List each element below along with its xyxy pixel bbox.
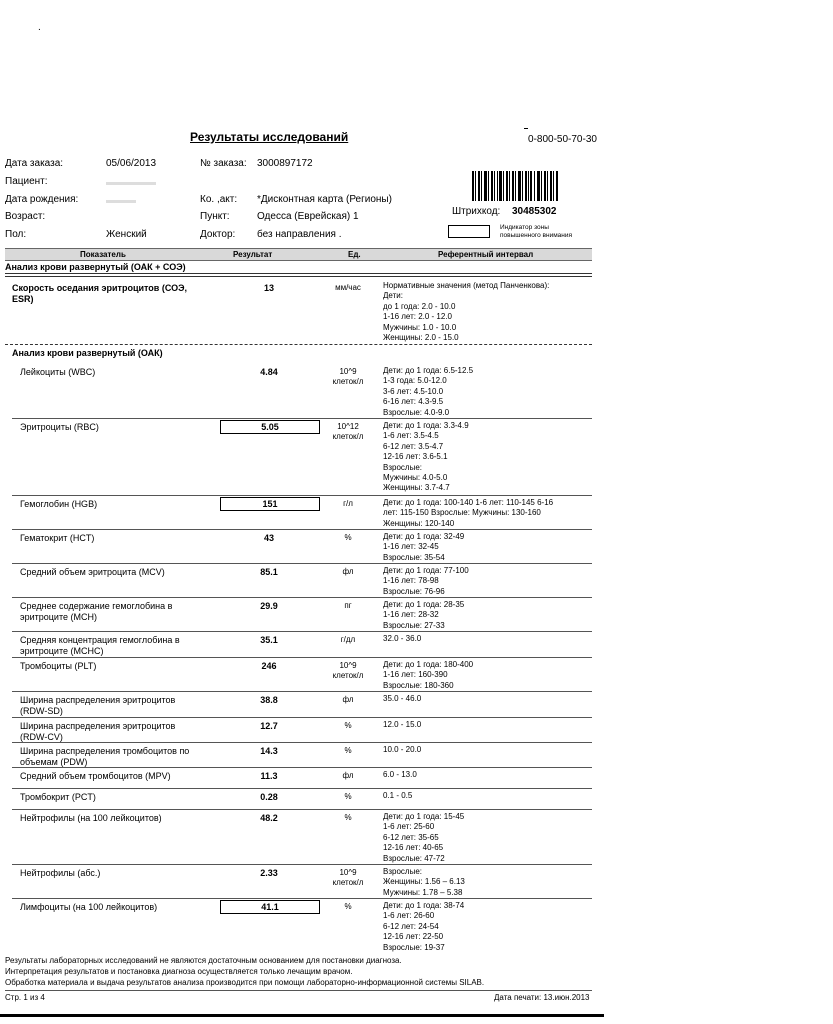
row-reference-line: 12.0 - 15.0 (383, 720, 422, 729)
row-name-line: Средняя концентрация гемоглобина в (20, 635, 180, 645)
order-date: 05/06/2013 (106, 158, 157, 169)
esr-unit: мм/час (335, 283, 361, 292)
row-reference-line: Дети: до 1 года: 32-49 (383, 532, 465, 541)
row-reference (383, 634, 593, 644)
row-unit-line: % (344, 721, 352, 730)
row-reference-line: Взрослые: (383, 867, 422, 876)
row-reference-line: Дети: до 1 года: 3.3-4.9 (383, 421, 469, 430)
row-name-line: Ширина распределения эритроцитов (20, 721, 176, 731)
row-result: 0.28 (260, 792, 278, 802)
row-name-line: Нейтрофилы (на 100 лейкоцитов) (20, 813, 162, 823)
row-name (20, 868, 220, 879)
row-name (20, 499, 220, 510)
patient-label: Пациент: (5, 176, 48, 187)
row-unit (322, 533, 374, 543)
row-name (20, 813, 220, 824)
row-result: 12.7 (260, 721, 278, 731)
row-unit-line: клеток/л (332, 432, 364, 441)
esr-reference-line: до 1 года: 2.0 - 10.0 (383, 301, 456, 311)
footer-note-1: Результаты лабораторных исследований не являются достаточным основанием для постановки диагноза. (5, 956, 402, 965)
phone-mark (524, 128, 528, 129)
patient-redacted (106, 182, 156, 185)
row-reference-line: 6-12 лет: 35-65 (383, 832, 439, 842)
dob-redacted (106, 200, 136, 203)
row-name-line: Тромбоциты (PLT) (20, 661, 97, 671)
row-reference-line: Мужчины: 1.78 – 5.38 (383, 887, 463, 897)
row-unit (322, 813, 374, 823)
row-divider (12, 631, 592, 632)
row-result: 29.9 (260, 601, 278, 611)
row-name-line: Лейкоциты (WBC) (20, 367, 96, 377)
row-reference (383, 421, 593, 494)
table-header (5, 248, 592, 261)
barcode-value: 30485302 (512, 206, 557, 217)
esr-reference-line: Мужчины: 1.0 - 10.0 (383, 322, 457, 332)
row-divider (12, 529, 592, 530)
row-unit-line: 10^12 (337, 422, 359, 431)
section-main-divider (5, 273, 592, 277)
col-indicator: Показатель (80, 250, 126, 259)
row-result: 85.1 (260, 567, 278, 577)
indicator-legend: Индикатор зоны повышенного внимания (500, 224, 573, 239)
row-reference (383, 791, 593, 801)
row-reference (383, 770, 593, 780)
row-divider (12, 742, 592, 743)
row-reference-line: Дети: до 1 года: 15-45 (383, 812, 465, 821)
row-reference-line: Дети: до 1 года: 180-400 (383, 660, 474, 669)
row-unit-line: клеток/л (332, 878, 364, 887)
row-unit-line: г/дл (340, 635, 356, 644)
row-unit (322, 422, 374, 442)
barcode-image (472, 171, 558, 201)
row-result: 5.05 (220, 420, 320, 434)
row-result: 151 (220, 497, 320, 511)
row-name (20, 567, 220, 578)
row-reference-line: Женщины: 1.56 – 6.13 (383, 877, 465, 887)
row-reference-line: Дети: до 1 года: 38-74 (383, 901, 465, 910)
row-reference-line: лет: 115-150 Взрослые: Мужчины: 130-160 (383, 508, 541, 518)
row-reference-line: Дети: до 1 года: 28-35 (383, 600, 465, 609)
esr-reference-line: Женщины: 2.0 - 15.0 (383, 333, 459, 343)
row-unit-line: фл (342, 695, 354, 704)
row-reference (383, 498, 593, 529)
row-result: 48.2 (260, 813, 278, 823)
row-name-line: (RDW-SD) (20, 706, 63, 716)
row-reference (383, 745, 593, 755)
row-name (20, 771, 220, 782)
order-no-label: № заказа: (200, 158, 247, 169)
row-unit-line: % (344, 813, 352, 822)
row-reference (383, 812, 593, 864)
row-reference-line: Взрослые: 180-360 (383, 680, 454, 690)
row-name (20, 721, 220, 743)
row-name (20, 601, 220, 623)
row-reference-line: Взрослые: 35-54 (383, 552, 445, 562)
row-name-line: объемам (PDW) (20, 757, 88, 767)
row-name (20, 902, 220, 913)
esr-reference-line: Дети: (383, 291, 403, 301)
row-reference-line: 6-12 лет: 3.5-4.7 (383, 441, 444, 451)
row-result: 246 (261, 661, 277, 671)
row-divider (12, 717, 592, 718)
row-reference (383, 720, 593, 730)
row-unit (322, 868, 374, 888)
row-name (20, 746, 220, 768)
esr-reference (383, 281, 593, 343)
row-reference-line: Дети: до 1 года: 77-100 (383, 566, 469, 575)
row-unit-line: % (344, 902, 352, 911)
row-reference-line: 1-3 года: 5.0-12.0 (383, 376, 447, 386)
row-divider (12, 767, 592, 768)
row-name-line: (RDW-CV) (20, 732, 63, 742)
section-oak: Анализ крови развернутый (ОАК) (12, 348, 163, 358)
row-name (20, 367, 220, 378)
row-reference (383, 532, 593, 563)
row-unit (322, 635, 374, 645)
row-reference-line: Дети: до 1 года: 100-140 1-6 лет: 110-145 6-16 (383, 498, 554, 507)
row-reference (383, 600, 593, 631)
row-divider (12, 788, 592, 789)
row-name-line: Гемоглобин (HGB) (20, 499, 98, 509)
row-unit-line: 10^9 (339, 868, 357, 877)
print-date: Дата печати: 13.июн.2013 (494, 993, 590, 1002)
row-reference-line: 3-6 лет: 4.5-10.0 (383, 386, 444, 396)
row-reference-line: Женщины: 120-140 (383, 518, 455, 528)
footer-divider (5, 990, 592, 991)
row-unit (322, 902, 374, 912)
row-name-line: эритроците (MCHC) (20, 646, 104, 656)
esr-name-line2: ESR) (12, 294, 34, 304)
page-bottom-border (0, 1014, 604, 1017)
doctor-value: без направления . (257, 229, 342, 240)
row-unit (322, 746, 374, 756)
row-unit-line: фл (342, 771, 354, 780)
stray-dot: . (38, 22, 41, 33)
row-reference (383, 566, 593, 597)
row-reference-line: 32.0 - 36.0 (383, 634, 422, 643)
esr-name-line1: Скорость оседания эритроцитов (СОЭ, (12, 283, 187, 293)
row-result: 35.1 (260, 635, 278, 645)
contract-value: *Дисконтная карта (Регионы) (257, 194, 392, 205)
row-unit-line: пг (344, 601, 352, 610)
row-reference-line: 35.0 - 46.0 (383, 694, 422, 703)
row-divider (12, 898, 592, 899)
row-name (20, 695, 220, 717)
row-unit-line: 10^9 (339, 661, 357, 670)
barcode-label: Штрихкод: (452, 206, 501, 217)
row-reference-line: 1-16 лет: 32-45 (383, 542, 439, 552)
row-divider (12, 563, 592, 564)
row-reference-line: 1-16 лет: 28-32 (383, 610, 439, 620)
row-divider (12, 597, 592, 598)
row-name (20, 422, 220, 433)
row-unit (322, 721, 374, 731)
sex-label: Пол: (5, 229, 27, 240)
point-label: Пункт: (200, 211, 230, 222)
row-reference-line: Взрослые: 47-72 (383, 853, 445, 863)
row-reference (383, 867, 593, 898)
row-name (20, 533, 220, 544)
contract-label: Ко. ,акт: (200, 194, 238, 205)
page-number: Стр. 1 из 4 (5, 993, 45, 1002)
row-name-line: Средний объем эритроцита (MCV) (20, 567, 165, 577)
row-name-line: Лимфоциты (на 100 лейкоцитов) (20, 902, 158, 912)
row-reference-line: 6-12 лет: 24-54 (383, 921, 439, 931)
row-reference-line: 0.1 - 0.5 (383, 791, 413, 800)
row-unit (322, 601, 374, 611)
col-reference: Референтный интервал (438, 250, 534, 259)
row-reference-line: 1-6 лет: 3.5-4.5 (383, 431, 439, 441)
row-unit-line: клеток/л (332, 671, 364, 680)
esr-reference-line: 1-16 лет: 2.0 - 12.0 (383, 312, 452, 322)
row-name (20, 792, 220, 803)
row-name-line: Эритроциты (RBC) (20, 422, 99, 432)
row-unit-line: 10^9 (339, 367, 357, 376)
row-unit-line: фл (342, 567, 354, 576)
phone-number: 0-800-50-70-30 (528, 134, 597, 145)
row-reference (383, 660, 593, 691)
age-label: Возраст: (5, 211, 46, 222)
row-divider (12, 657, 592, 658)
order-no: 3000897172 (257, 158, 313, 169)
row-reference-line: Мужчины: 4.0-5.0 (383, 473, 448, 483)
page-title: Результаты исследований (190, 130, 349, 144)
row-reference-line: 1-6 лет: 25-60 (383, 822, 435, 832)
footer-note-2: Интерпретация результатов и постановка диагноза осуществляется только лечащим врачом. (5, 967, 353, 976)
row-divider (12, 495, 592, 496)
row-result: 41.1 (220, 900, 320, 914)
row-reference-line: 1-16 лет: 160-390 (383, 670, 448, 680)
row-reference-line: Женщины: 3.7-4.7 (383, 483, 450, 493)
row-unit-line: % (344, 792, 352, 801)
row-unit (322, 771, 374, 781)
row-result: 4.84 (260, 367, 278, 377)
row-name (20, 661, 220, 672)
row-result: 2.33 (260, 868, 278, 878)
row-name-line: эритроците (MCH) (20, 612, 97, 622)
row-name-line: Нейтрофилы (абс.) (20, 868, 101, 878)
row-result: 43 (263, 533, 274, 543)
esr-divider (5, 344, 592, 345)
row-name-line: Тромбокрит (PCT) (20, 792, 96, 802)
row-unit-line: % (344, 533, 352, 542)
row-name-line: Ширина распределения эритроцитов (20, 695, 176, 705)
row-unit (322, 695, 374, 705)
row-reference-line: 12-16 лет: 3.6-5.1 (383, 452, 448, 462)
row-name-line: Гематокрит (HCT) (20, 533, 95, 543)
row-name-line: Ширина распределения тромбоцитов по (20, 746, 190, 756)
col-unit: Ед. (348, 250, 361, 259)
row-reference-line: 6.0 - 13.0 (383, 770, 417, 779)
doctor-label: Доктор: (200, 229, 236, 240)
row-divider (12, 864, 592, 865)
row-reference (383, 694, 593, 704)
row-name (20, 635, 220, 657)
dob-label: Дата рождения: (5, 194, 79, 205)
indicator-box (448, 225, 490, 238)
row-reference-line: 12-16 лет: 40-65 (383, 843, 444, 853)
row-unit-line: клеток/л (332, 377, 364, 386)
row-reference-line: Дети: до 1 года: 6.5-12.5 (383, 366, 474, 375)
row-reference (383, 366, 593, 418)
row-reference-line: Взрослые: 4.0-9.0 (383, 407, 450, 417)
row-reference-line: 6-16 лет: 4.3-9.5 (383, 397, 444, 407)
row-unit (322, 792, 374, 802)
row-reference-line: Взрослые: 27-33 (383, 620, 445, 630)
row-reference (383, 901, 593, 953)
row-result: 11.3 (260, 771, 278, 781)
row-unit (322, 499, 374, 509)
row-reference-line: Взрослые: 19-37 (383, 942, 445, 952)
row-reference-line: 12-16 лет: 22-50 (383, 932, 444, 942)
row-result: 14.3 (260, 746, 278, 756)
point-value: Одесса (Еврейская) 1 (257, 211, 359, 222)
row-reference-line: 1-16 лет: 78-98 (383, 576, 439, 586)
row-reference-line: Взрослые: (383, 462, 422, 472)
row-divider (12, 691, 592, 692)
row-name-line: Средний объем тромбоцитов (MPV) (20, 771, 171, 781)
footer-note-3: Обработка материала и выдача результатов анализа производится при помощи лабораторно-информационной системы SILAB. (5, 978, 485, 987)
row-reference-line: Взрослые: 76-96 (383, 586, 445, 596)
row-unit-line: % (344, 746, 352, 755)
row-unit (322, 367, 374, 387)
col-result: Результат (233, 250, 273, 259)
section-main: Анализ крови развернутый (ОАК + СОЭ) (5, 262, 186, 272)
row-unit (322, 661, 374, 681)
order-date-label: Дата заказа: (5, 158, 64, 169)
row-result: 38.8 (260, 695, 278, 705)
esr-name (12, 283, 212, 305)
row-reference-line: 1-6 лет: 26-60 (383, 911, 435, 921)
row-divider (12, 418, 592, 419)
row-reference-line: 10.0 - 20.0 (383, 745, 422, 754)
esr-reference-line: Нормативные значения (метод Панченкова): (383, 281, 550, 290)
row-divider (12, 809, 592, 810)
sex-value: Женский (106, 229, 147, 240)
row-name-line: Среднее содержание гемоглобина в (20, 601, 173, 611)
row-unit-line: г/л (343, 499, 353, 508)
esr-result: 13 (263, 283, 274, 293)
row-unit (322, 567, 374, 577)
